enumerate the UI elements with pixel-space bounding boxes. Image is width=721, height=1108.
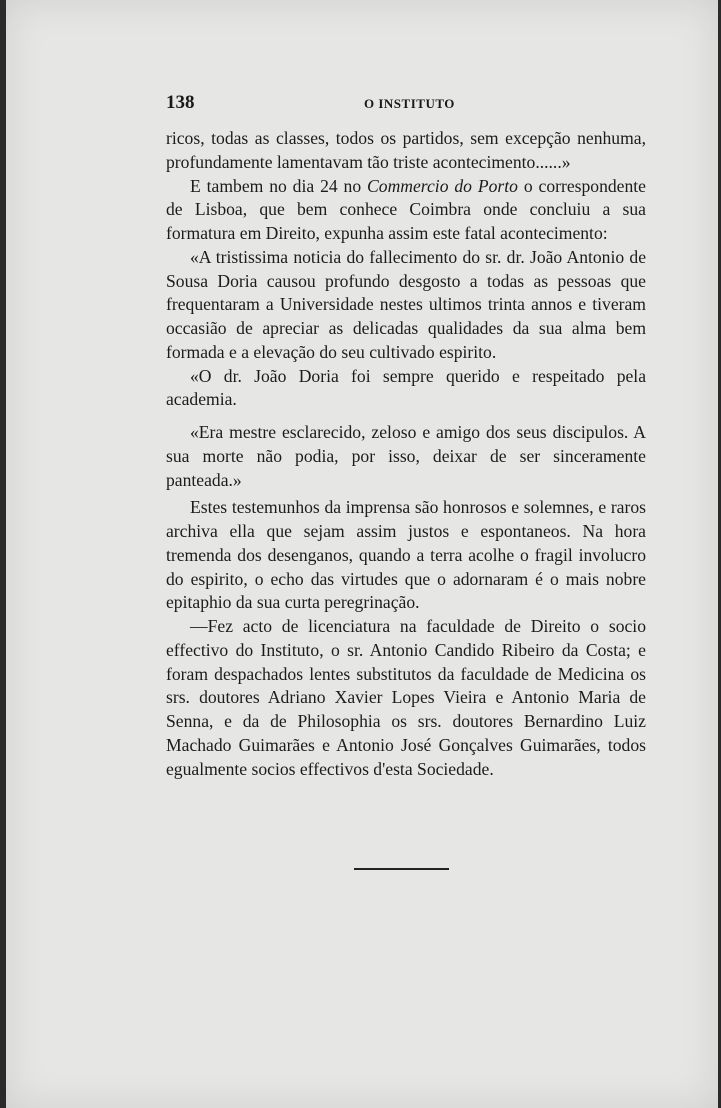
paragraph-3: «A tristissima noticia do fallecimento do sr. dr. João Antonio de Sousa Doria causou profundo desgosto a todas as pessoas que frequentaram a Universidade nestes ultimos trinta annos e tiveram occasião de apreciar as delicadas qualidades da sua alma bem formada e a elevação do seu cultivado espirito. bbox=[166, 246, 646, 362]
paragraph-2-before: E tambem no dia 24 no bbox=[190, 175, 368, 196]
paragraph-6: Estes testemunhos da imprensa são honrosos e solemnes, e raros archiva ella que sejam assim justos e espontaneos. Na hora tremenda dos desenganos, quando a terra acolhe o fragil involucro do espirito, o echo das virtudes que o adornaram é o mais nobre epitaphio da sua curta peregrinação. bbox=[166, 497, 646, 613]
running-title: O INSTITUTO bbox=[364, 96, 455, 111]
paragraph-5: «Era mestre esclarecido, zeloso e amigo dos seus discipulos. A sua morte não podia, por isso, deixar de ser sinceramente panteada.» bbox=[166, 422, 646, 490]
paragraph-1: ricos, todas as classes, todos os partidos, sem excepção nenhuma, profundamente lamentavam tão triste acontecimento......» bbox=[166, 128, 646, 172]
page-header bbox=[166, 92, 646, 114]
paragraph-2-after: o correspondente de Lisboa, que bem conhece Coimbra onde concluiu a sua formatura em Direito, expunha assim este fatal acontecimento: bbox=[166, 175, 646, 243]
paragraph-7: —Fez acto de licenciatura na faculdade de Direito o socio effectivo do Instituto, o sr. Antonio Candido Ribeiro da Costa; e foram despachados lentes substitutos da faculdade de Medicina os srs. doutores Adriano Xavier Lopes Vieira e Antonio Maria de Senna, e da de Philosophia os srs. doutores Bernardino Luiz Machado Guimarães e Antonio José Gonçalves Guimarães, todos egualmente socios effectivos d'esta Sociedade. bbox=[166, 616, 646, 779]
book-page bbox=[6, 0, 718, 1108]
body-text bbox=[166, 127, 646, 781]
section-divider bbox=[354, 868, 449, 870]
page-number: 138 bbox=[166, 92, 195, 113]
newspaper-title: Commercio do Porto bbox=[367, 175, 518, 196]
paragraph-4: «O dr. João Doria foi sempre querido e respeitado pela academia. bbox=[166, 365, 646, 410]
paragraph-2 bbox=[166, 175, 646, 246]
